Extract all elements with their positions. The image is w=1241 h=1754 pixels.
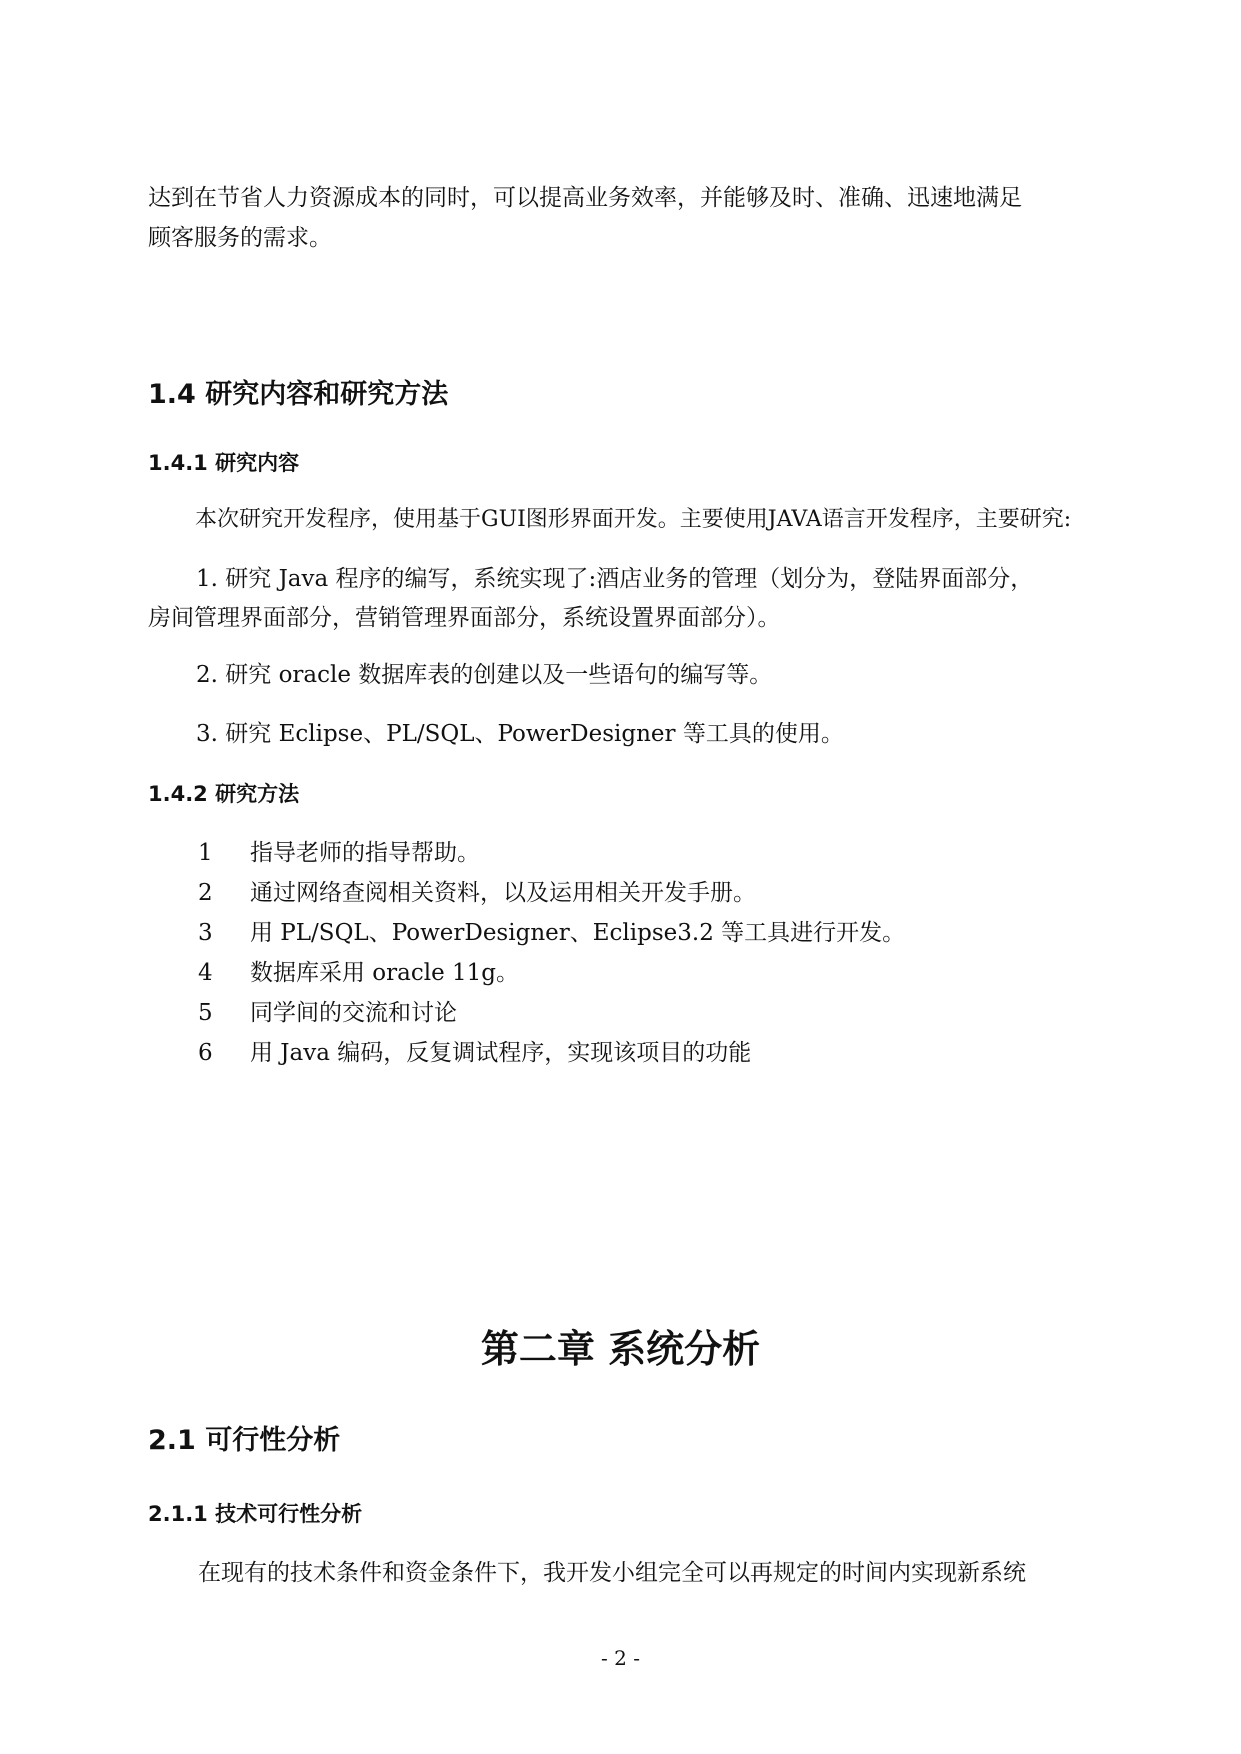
method-item-number: 6 xyxy=(198,1040,213,1066)
method-item-6 xyxy=(198,1036,751,1070)
section-2-1-title: 2.1 可行性分析 xyxy=(148,1425,341,1456)
method-item-number: 5 xyxy=(198,1000,213,1026)
research-content-item-1-line-1: 1. 研究 Java 程序的编写，系统实现了:酒店业务的管理（划分为，登陆界面部分， xyxy=(196,566,1034,592)
research-content-intro: 本次研究开发程序，使用基于GUI图形界面开发。主要使用JAVA语言开发程序，主要研究: xyxy=(195,507,1072,532)
intro-line-2: 顾客服务的需求。 xyxy=(148,225,332,251)
section-1-4-1-title: 1.4.1 研究内容 xyxy=(148,451,300,475)
technical-feasibility-text: 在现有的技术条件和资金条件下，我开发小组完全可以再规定的时间内实现新系统 xyxy=(198,1560,1026,1586)
method-item-1 xyxy=(198,836,480,870)
method-item-number: 3 xyxy=(198,920,213,946)
section-2-1-1-title: 2.1.1 技术可行性分析 xyxy=(148,1502,363,1526)
method-item-text: 指导老师的指导帮助。 xyxy=(250,840,480,866)
page-number: - 2 - xyxy=(601,1646,640,1670)
section-1-4-2-title: 1.4.2 研究方法 xyxy=(148,782,300,806)
section-1-4-title: 1.4 研究内容和研究方法 xyxy=(148,379,449,410)
method-item-5 xyxy=(198,996,457,1030)
method-item-text: 通过网络查阅相关资料，以及运用相关开发手册。 xyxy=(250,880,756,906)
method-item-text: 同学间的交流和讨论 xyxy=(250,1000,457,1026)
chapter-2-title: 第二章 系统分析 xyxy=(480,1327,761,1371)
research-content-item-1-line-2: 房间管理界面部分，营销管理界面部分，系统设置界面部分）。 xyxy=(148,605,781,631)
method-item-3 xyxy=(198,916,905,950)
method-item-number: 1 xyxy=(198,840,213,866)
research-content-item-3: 3. 研究 Eclipse、PL/SQL、PowerDesigner 等工具的使用。 xyxy=(196,721,844,747)
method-item-text: 用 Java 编码，反复调试程序，实现该项目的功能 xyxy=(250,1040,752,1066)
intro-line-1: 达到在节省人力资源成本的同时，可以提高业务效率，并能够及时、准确、迅速地满足 xyxy=(148,185,1022,211)
research-content-item-2: 2. 研究 oracle 数据库表的创建以及一些语句的编写等。 xyxy=(196,662,773,688)
method-item-number: 4 xyxy=(198,960,213,986)
method-item-4 xyxy=(198,956,519,990)
method-item-text: 数据库采用 oracle 11g。 xyxy=(250,960,520,986)
method-item-2 xyxy=(198,876,756,910)
method-item-number: 2 xyxy=(198,880,213,906)
method-item-text: 用 PL/SQL、PowerDesigner、Eclipse3.2 等工具进行开发。 xyxy=(250,920,906,946)
